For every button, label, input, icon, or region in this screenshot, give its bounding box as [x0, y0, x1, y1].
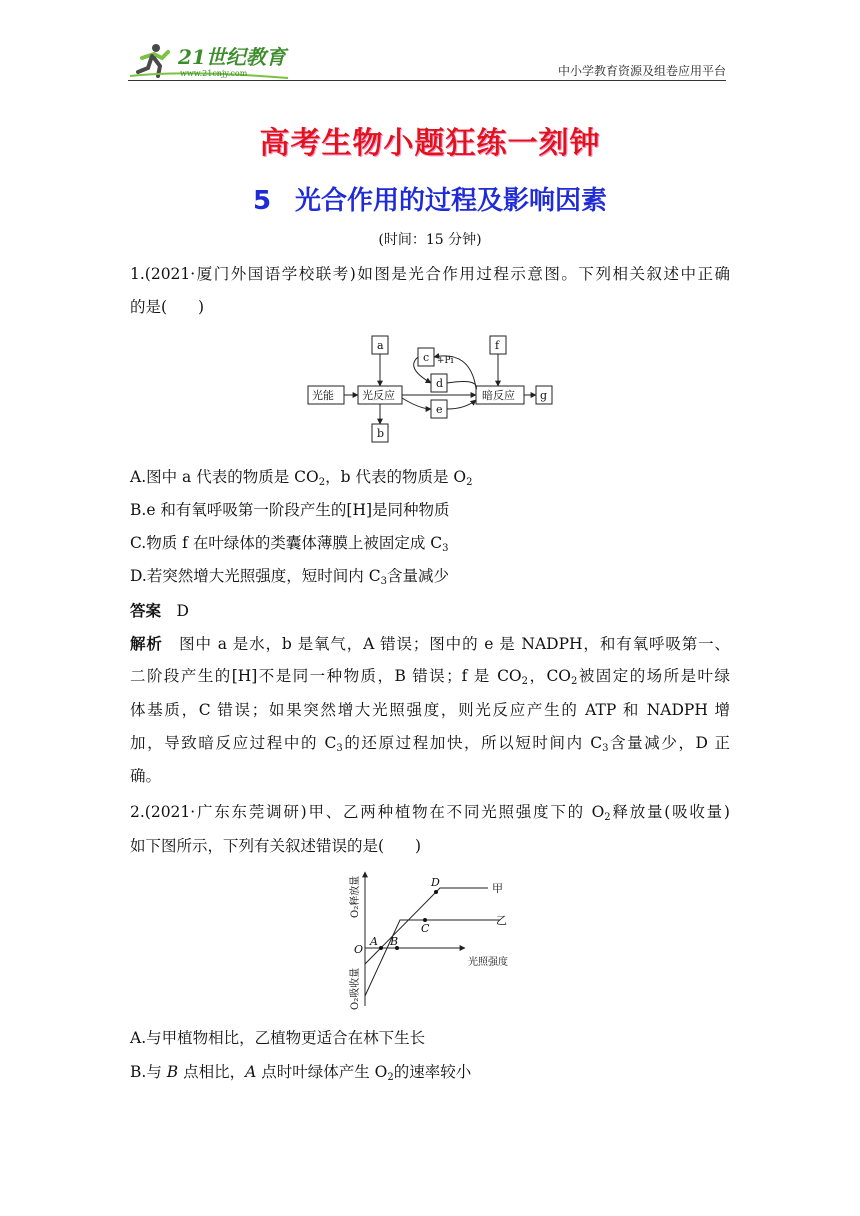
- x-axis-label: 光照强度: [468, 957, 508, 968]
- q1-analysis-line4: 加，导致暗反应过程中的 $C_3$的还原过程加快，所以短时间内 $C_3$含量减少，D 正: [130, 734, 730, 754]
- label-a: a: [377, 339, 384, 352]
- label-d: d: [436, 377, 444, 390]
- label-f: f: [495, 339, 500, 352]
- header-divider: [128, 80, 726, 81]
- label-pi: +Pi: [437, 356, 454, 366]
- site-name: 中小学教育资源及组卷应用平台: [557, 64, 726, 78]
- y-axis-label-top: O₂释放量: [350, 875, 361, 918]
- page-header: [128, 36, 726, 80]
- q1-analysis-line1: 解析 图中 a 是水，b 是氧气，A 错误；图中的 e 是 NADPH，和有氧呼吸第一、: [130, 634, 730, 653]
- label-B: B: [390, 935, 399, 948]
- label-guangneng: 光能: [312, 389, 334, 402]
- q1-option-d: D.若突然增大光照强度，短时间内 $C_3$含量减少: [130, 567, 449, 587]
- q1-analysis-line5: 确。: [130, 767, 162, 785]
- label-jia: 甲: [492, 882, 503, 895]
- q1-option-c: C.物质 f 在叶绿体的类囊体薄膜上被固定成 $C_3$: [130, 534, 449, 554]
- time-note: (时间：15 分钟): [378, 232, 482, 248]
- q1-analysis-line2: 二阶段产生的[H]不是同一种物质，B 错误；f 是 $CO_2$，$CO_2$被固定的场所是叶绿: [130, 667, 730, 687]
- q1-analysis-line3: 体基质，C 错误；如果突然增大光照强度，则光反应产生的 ATP 和 NADPH 增: [130, 701, 730, 719]
- logo-text: 21世纪教育: [178, 45, 286, 69]
- label-anfanying: 暗反应: [482, 389, 515, 402]
- page-title: 高考生物小题狂练一刻钟: [259, 126, 601, 161]
- point-A: [379, 946, 383, 950]
- label-guangfanying: 光反应: [362, 389, 395, 402]
- lesson-number: 5: [252, 186, 272, 216]
- lesson-name: 光合作用的过程及影响因素: [295, 186, 608, 216]
- q2-option-b: B.与 B 点相比，A 点时叶绿体产生 $O_2$的速率较小: [130, 1063, 472, 1083]
- label-C: C: [421, 922, 430, 935]
- photosynthesis-diagram: [300, 330, 560, 448]
- label-D: D: [431, 876, 440, 889]
- y-axis-label-bottom: O₂吸收量: [350, 967, 361, 1010]
- logo-url: www.21cnjy.com: [180, 69, 248, 78]
- label-b: b: [377, 427, 385, 440]
- label-e: e: [436, 403, 443, 416]
- q1-answer: 答案 D: [130, 601, 189, 620]
- point-D: [434, 890, 438, 894]
- label-g: g: [540, 389, 548, 402]
- lesson-title: [0, 180, 860, 217]
- q1-option-b: B.e 和有氧呼吸第一阶段产生的[H]是同种物质: [130, 501, 450, 519]
- q1-option-a: A.图中 a 代表的物质是 $CO_2$，b 代表的物质是 $O_2$: [130, 468, 473, 488]
- label-c: c: [423, 351, 430, 364]
- q1-stem-line2: 的是( ): [130, 298, 205, 316]
- label-yi: 乙: [496, 914, 507, 927]
- site-logo: [128, 36, 298, 80]
- q2-stem-line2: 如下图所示，下列有关叙述错误的是( ): [130, 837, 422, 855]
- q1-stem-line1: 1.(2021·厦门外国语学校联考)如图是光合作用过程示意图。下列相关叙述中正确: [130, 265, 730, 283]
- q2-stem-line1: 2.(2021·广东东莞调研)甲、乙两种植物在不同光照强度下的 $O_2$释放量(吸收量): [130, 803, 730, 823]
- q2-option-a: A.与甲植物相比，乙植物更适合在林下生长: [130, 1029, 426, 1047]
- label-A: A: [370, 935, 378, 948]
- light-intensity-graph: [330, 866, 530, 1014]
- label-origin: O: [354, 943, 364, 956]
